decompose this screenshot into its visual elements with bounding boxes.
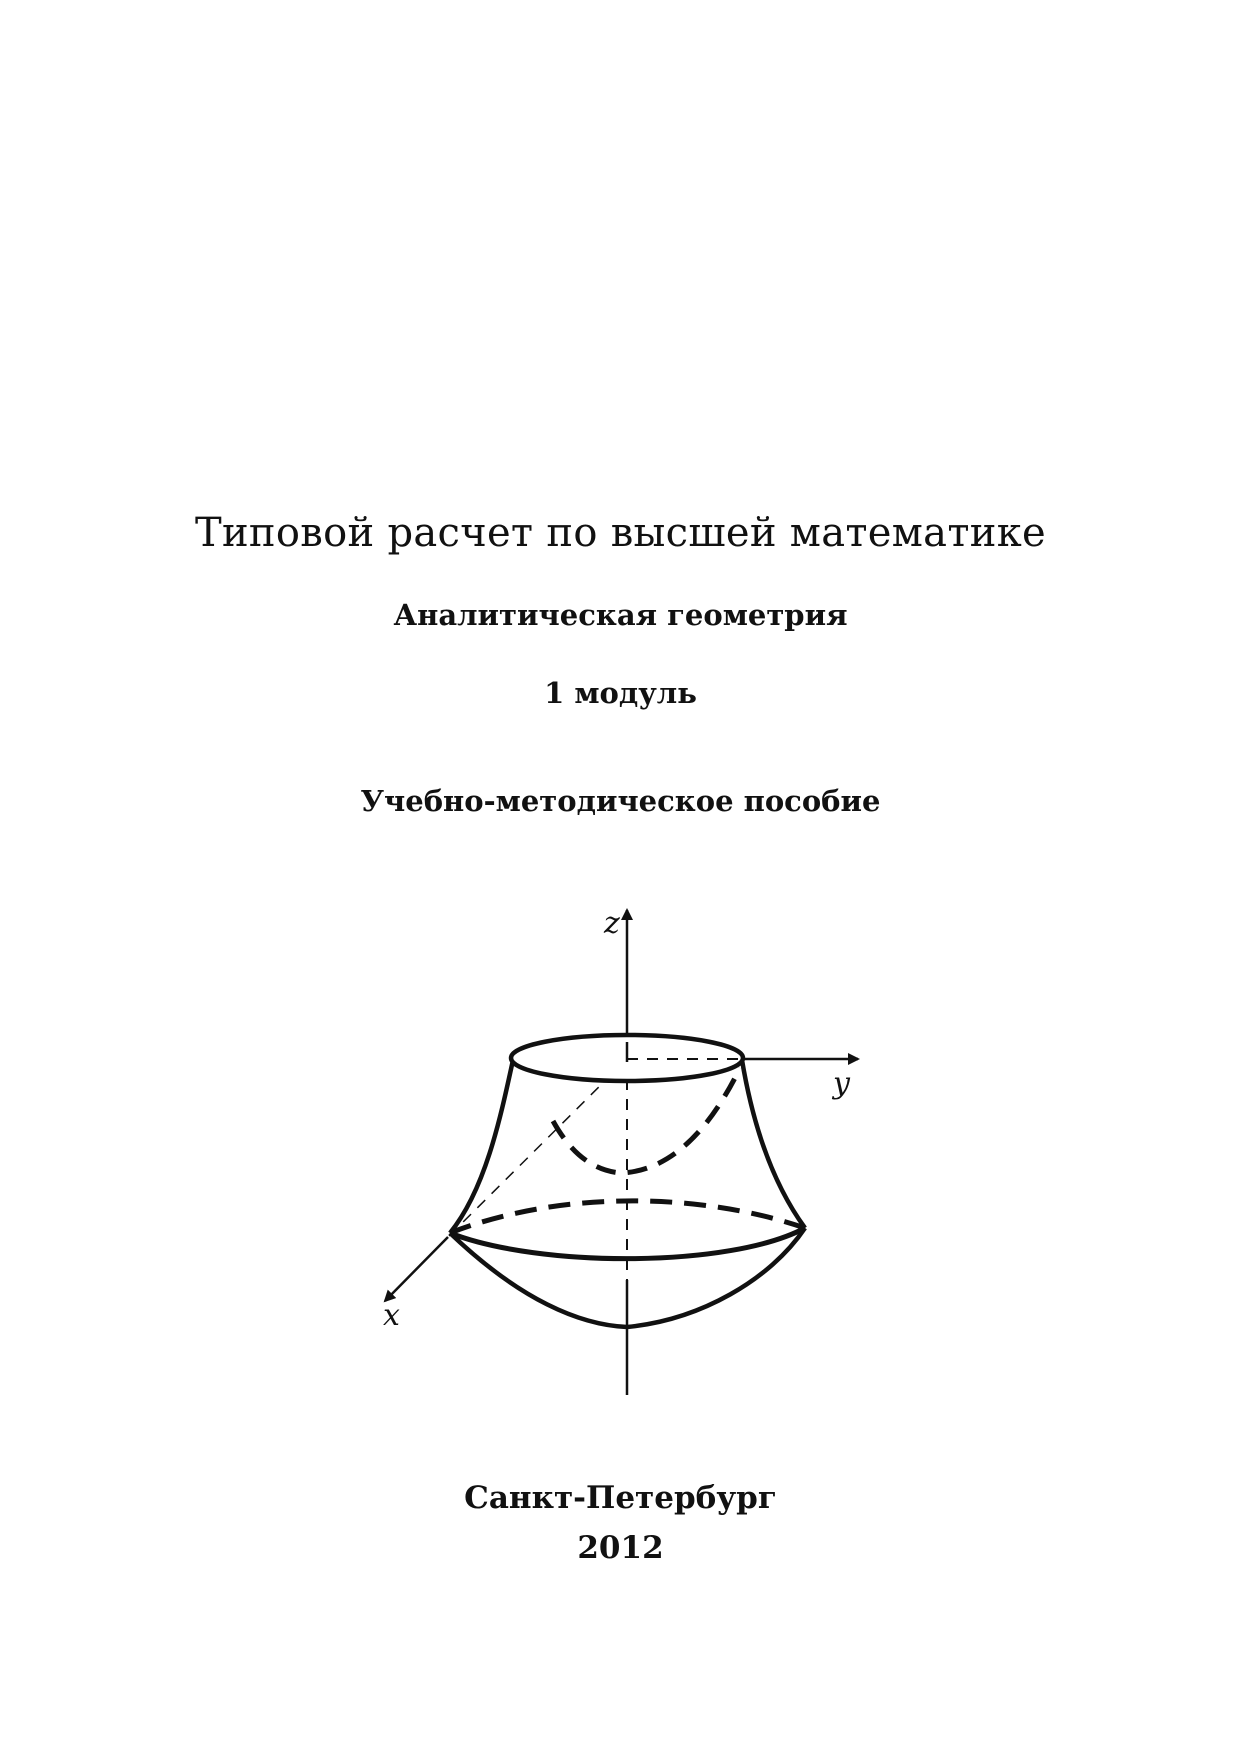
book-subtitle: Аналитическая геометрия — [393, 598, 848, 632]
axis-label-y: y — [833, 1066, 850, 1101]
surface-figure — [360, 895, 880, 1395]
right-side-curve — [742, 1060, 805, 1228]
axis-label-x: x — [383, 1298, 400, 1333]
publication-year: 2012 — [577, 1530, 664, 1566]
x-axis — [385, 1237, 448, 1301]
left-side-curve — [450, 1060, 513, 1233]
publication-type: Учебно-методическое пособие — [360, 784, 881, 818]
module-label: 1 модуль — [544, 676, 697, 710]
x-axis-hidden — [445, 1059, 627, 1240]
axis-label-z: z — [604, 906, 620, 941]
parabola-hidden-curve — [553, 1068, 740, 1173]
publication-city: Санкт-Петербург — [464, 1480, 777, 1516]
book-title: Типовой расчет по высшей математике — [194, 510, 1046, 556]
